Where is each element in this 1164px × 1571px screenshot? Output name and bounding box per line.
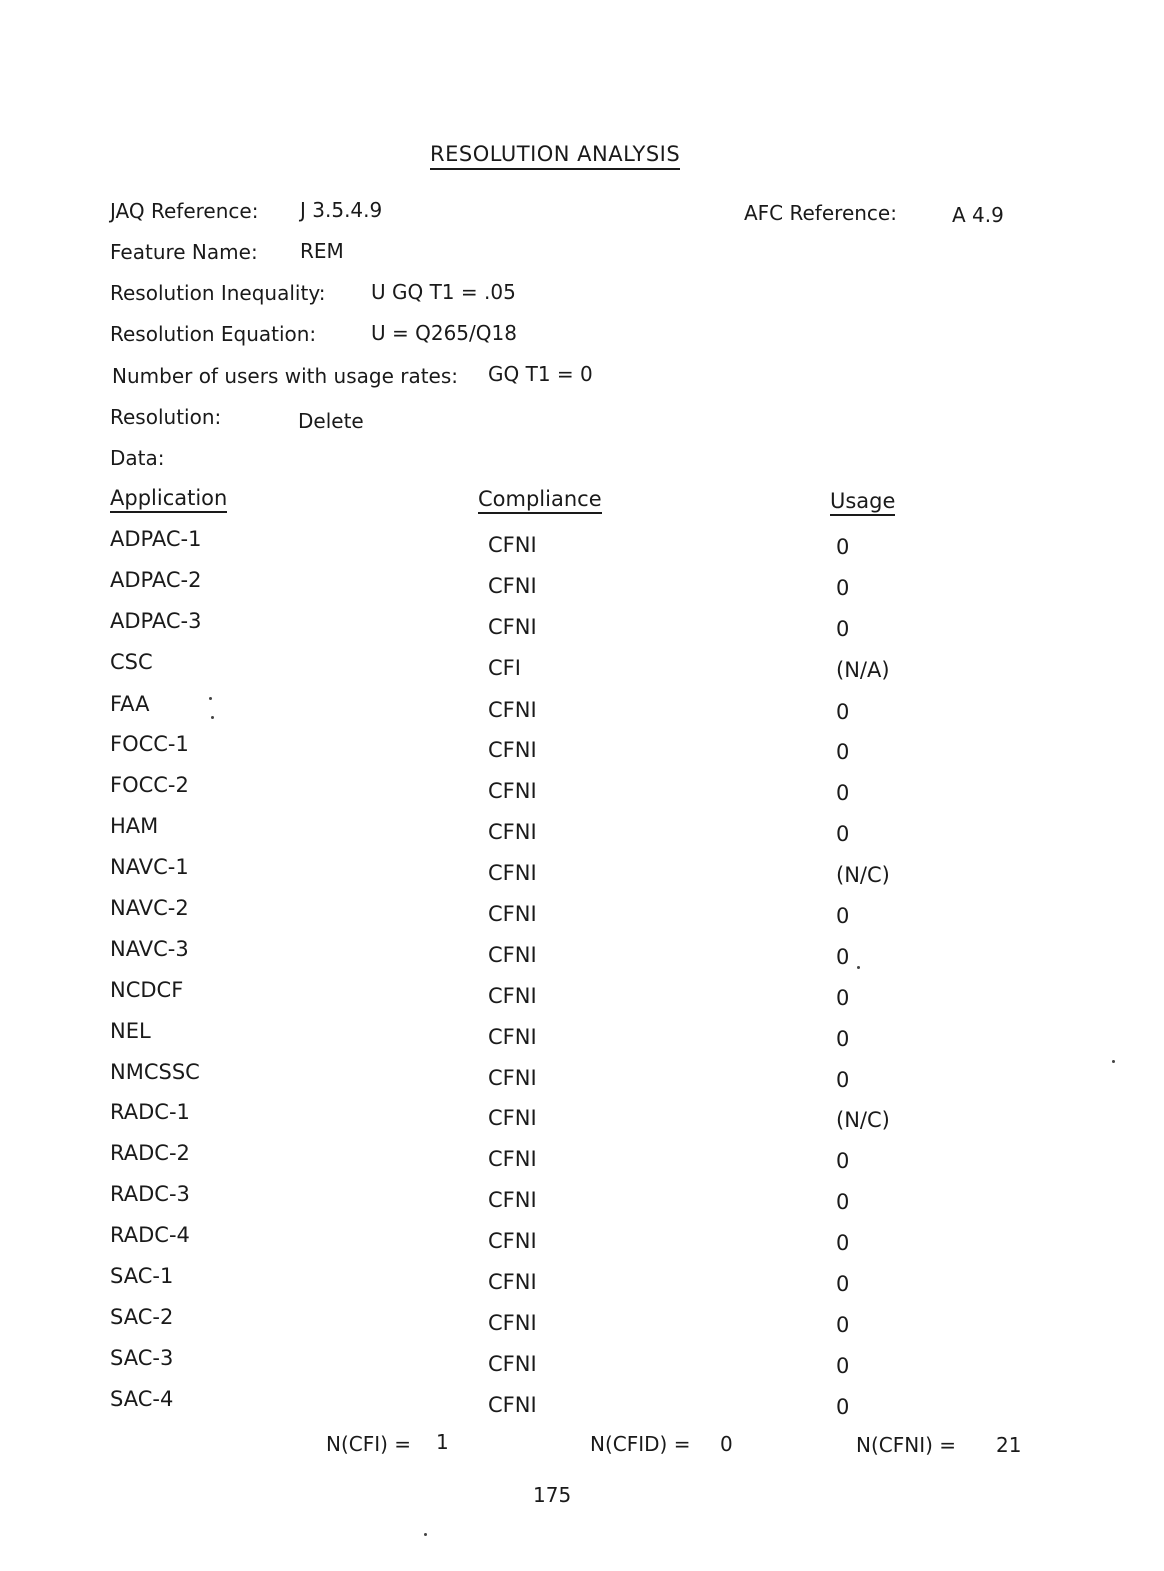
table-row [0,1225,1164,1255]
table-row [0,1307,1164,1337]
n-cfi-label: N(CFI) = [326,1432,412,1456]
column-header-application: Application [110,488,227,513]
usage-cell: 0 [836,1313,850,1337]
table-row [0,570,1164,600]
compliance-cell: CFNI [488,943,537,967]
usage-cell: 0 [836,1395,850,1419]
table-row [0,1143,1164,1173]
data-label: Data: [110,446,165,470]
scan-speck [1112,1060,1115,1063]
compliance-cell: CFI [488,656,521,680]
application-cell: ADPAC-1 [110,527,202,551]
application-cell: ADPAC-2 [110,568,202,592]
usage-cell: 0 [836,1027,850,1051]
application-cell: NAVC-2 [110,896,189,920]
jaq-reference-label: JAQ Reference: [110,199,259,223]
usage-cell: 0 [836,1272,850,1296]
afc-reference-label: AFC Reference: [744,201,897,225]
scan-speck [857,966,860,969]
application-cell: ADPAC-3 [110,609,202,633]
compliance-cell: CFNI [488,1270,537,1294]
table-row [0,1184,1164,1214]
compliance-cell: CFNI [488,1352,537,1376]
table-row [0,898,1164,928]
scan-speck [424,1533,427,1536]
usage-cell: 0 [836,617,850,641]
compliance-cell: CFNI [488,984,537,1008]
compliance-cell: CFNI [488,533,537,557]
application-cell: SAC-2 [110,1305,174,1329]
users-usage-label: Number of users with usage rates: [112,364,459,388]
application-cell: FOCC-1 [110,732,189,756]
n-cfid-label: N(CFID) = [590,1432,691,1456]
n-cfi-value: 1 [436,1430,449,1454]
table-row [0,694,1164,724]
table-row [0,1266,1164,1296]
usage-cell: 0 [836,1354,850,1378]
users-usage-value: GQ T1 = 0 [488,362,593,386]
usage-cell: 0 [836,700,850,724]
table-row [0,652,1164,682]
table-row [0,1062,1164,1092]
application-cell: NAVC-1 [110,855,189,879]
resolution-equation-value: U = Q265/Q18 [371,321,517,345]
resolution-inequality-value: U GQ T1 = .05 [371,280,516,304]
usage-cell: 0 [836,1149,850,1173]
compliance-cell: CFNI [488,1311,537,1335]
usage-cell: (N/C) [836,1108,890,1132]
resolution-label: Resolution: [110,405,222,429]
table-row [0,816,1164,846]
page-number: 175 [533,1483,572,1507]
application-cell: SAC-4 [110,1387,174,1411]
table-row [0,529,1164,559]
usage-cell: 0 [836,781,850,805]
scan-speck [209,697,212,700]
usage-cell: 0 [836,904,850,928]
table-row [0,734,1164,764]
application-cell: RADC-2 [110,1141,190,1165]
usage-cell: (N/C) [836,863,890,887]
table-row [0,1389,1164,1419]
table-row [0,775,1164,805]
compliance-cell: CFNI [488,698,537,722]
resolution-value: Delete [298,409,364,433]
n-cfni-value: 21 [996,1433,1022,1457]
application-cell: RADC-1 [110,1100,190,1124]
table-row [0,857,1164,887]
column-header-compliance: Compliance [478,489,602,514]
usage-cell: 0 [836,576,850,600]
compliance-cell: CFNI [488,1106,537,1130]
column-header-usage: Usage [830,491,895,516]
resolution-equation-label: Resolution Equation: [110,322,317,346]
usage-cell: 0 [836,986,850,1010]
compliance-cell: CFNI [488,574,537,598]
application-cell: NAVC-3 [110,937,189,961]
application-cell: FOCC-2 [110,773,189,797]
application-cell: SAC-1 [110,1264,174,1288]
resolution-inequality-label: Resolution Inequality: [110,281,326,305]
compliance-cell: CFNI [488,1393,537,1417]
jaq-reference-value: J 3.5.4.9 [300,198,383,222]
table-row [0,611,1164,641]
compliance-cell: CFNI [488,861,537,885]
application-cell: CSC [110,650,153,674]
table-row [0,980,1164,1010]
usage-cell: 0 [836,1190,850,1214]
compliance-cell: CFNI [488,738,537,762]
application-cell: RADC-3 [110,1182,190,1206]
usage-cell: 0 [836,822,850,846]
compliance-cell: CFNI [488,1025,537,1049]
application-cell: NMCSSC [110,1060,200,1084]
scan-speck [211,716,214,719]
page-title: RESOLUTION ANALYSIS [430,144,680,170]
compliance-cell: CFNI [488,615,537,639]
application-cell: NEL [110,1019,151,1043]
afc-reference-value: A 4.9 [952,203,1004,227]
table-row [0,1021,1164,1051]
application-cell: RADC-4 [110,1223,190,1247]
compliance-cell: CFNI [488,1147,537,1171]
application-cell: FAA [110,692,150,716]
usage-cell: 0 [836,1068,850,1092]
usage-cell: 0 [836,740,850,764]
application-cell: NCDCF [110,978,184,1002]
table-row [0,1102,1164,1132]
n-cfni-label: N(CFNI) = [856,1433,957,1457]
table-row [0,939,1164,969]
application-cell: HAM [110,814,159,838]
compliance-cell: CFNI [488,779,537,803]
feature-name-value: REM [300,239,344,263]
compliance-cell: CFNI [488,1188,537,1212]
compliance-cell: CFNI [488,820,537,844]
usage-cell: 0 [836,535,850,559]
usage-cell: (N/A) [836,658,890,682]
application-cell: SAC-3 [110,1346,174,1370]
compliance-cell: CFNI [488,1229,537,1253]
compliance-cell: CFNI [488,1066,537,1090]
usage-cell: 0 [836,1231,850,1255]
table-row [0,1348,1164,1378]
usage-cell: 0 [836,945,850,969]
feature-name-label: Feature Name: [110,240,258,264]
compliance-cell: CFNI [488,902,537,926]
n-cfid-value: 0 [720,1432,733,1456]
